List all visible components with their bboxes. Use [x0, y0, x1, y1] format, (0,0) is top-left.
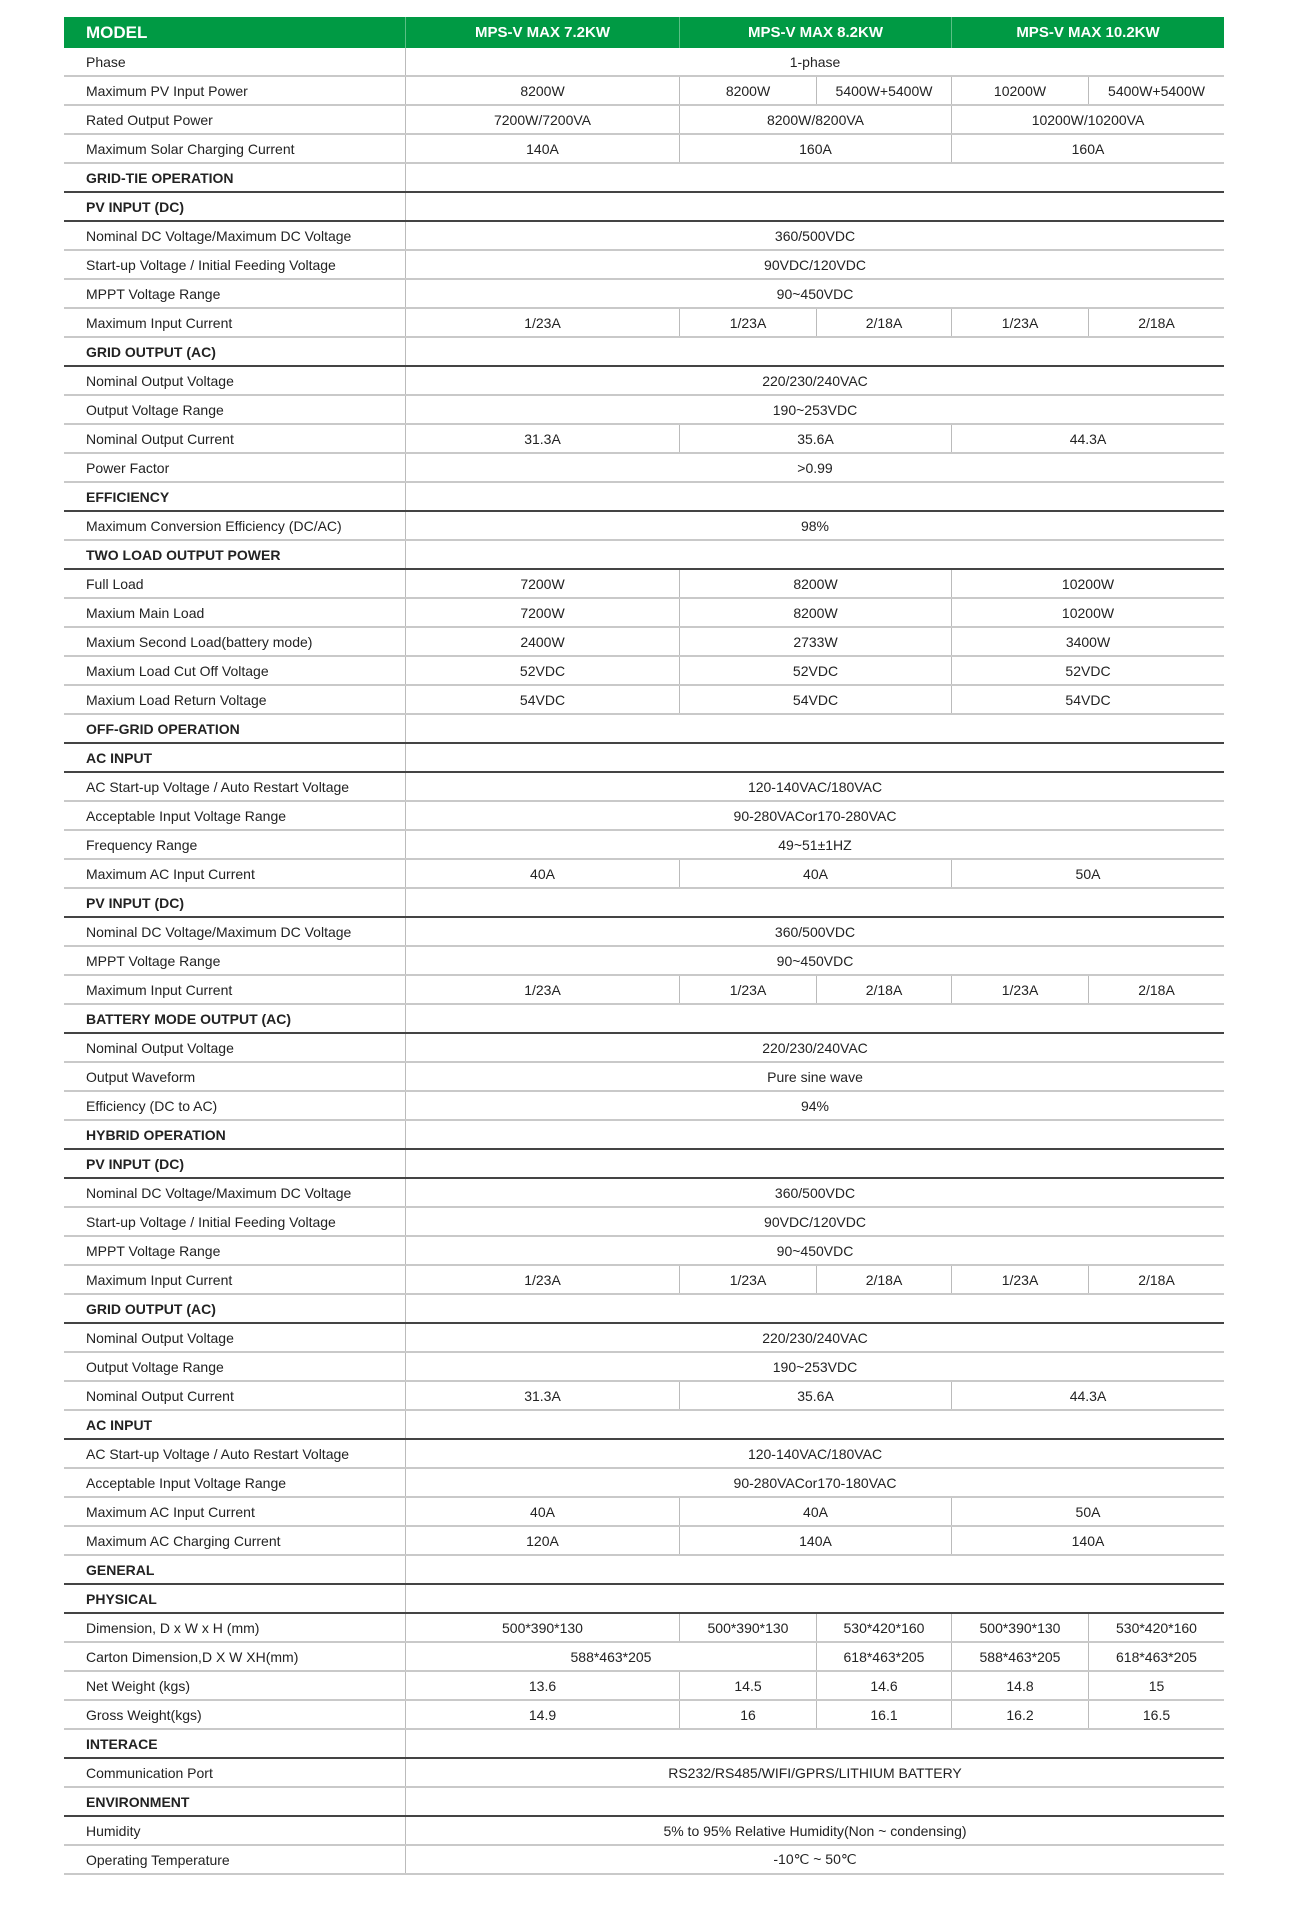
value-cell: 8200W — [405, 77, 679, 104]
value-cell: 50A — [951, 860, 1224, 887]
row-label: Phase — [86, 53, 126, 70]
section-row — [64, 744, 1224, 773]
value-cell: 530*420*160 — [816, 1614, 951, 1641]
section-heading: OFF-GRID OPERATION — [86, 720, 240, 737]
value-cell: 1/23A — [679, 309, 816, 336]
row-label: MPPT Voltage Range — [86, 1242, 221, 1259]
empty-cell — [405, 715, 1224, 742]
empty-cell — [405, 889, 1224, 916]
value-cell: 49~51±1HZ — [405, 831, 1224, 858]
section-heading: PHYSICAL — [86, 1590, 157, 1607]
value-cell: 1/23A — [951, 1266, 1088, 1293]
row-label: Maximum Input Current — [86, 314, 233, 331]
table-row — [64, 1672, 1224, 1701]
section-heading: PV INPUT (DC) — [86, 894, 184, 911]
empty-cell — [405, 483, 1224, 510]
table-row — [64, 425, 1224, 454]
empty-cell — [405, 338, 1224, 365]
value-cell: 90VDC/120VDC — [405, 1208, 1224, 1235]
row-label: AC Start-up Voltage / Auto Restart Voltage — [86, 1445, 350, 1462]
table-row — [64, 251, 1224, 280]
empty-cell — [405, 1411, 1224, 1438]
table-row — [64, 628, 1224, 657]
table-row — [64, 599, 1224, 628]
row-label: Humidity — [86, 1822, 141, 1839]
value-cell: 140A — [405, 135, 679, 162]
value-cell: 360/500VDC — [405, 222, 1224, 249]
row-label: Acceptable Input Voltage Range — [86, 807, 287, 824]
empty-cell — [405, 1150, 1224, 1177]
section-heading: GRID OUTPUT (AC) — [86, 1300, 216, 1317]
table-row — [64, 947, 1224, 976]
value-cell: 40A — [405, 1498, 679, 1525]
row-label: Maximum PV Input Power — [86, 82, 248, 99]
value-cell: 220/230/240VAC — [405, 367, 1224, 394]
value-cell: 90~450VDC — [405, 947, 1224, 974]
table-row — [64, 77, 1224, 106]
row-label: Maximum AC Input Current — [86, 1503, 255, 1520]
value-cell: 90-280VACor170-280VAC — [405, 802, 1224, 829]
table-row — [64, 396, 1224, 425]
table-row — [64, 1353, 1224, 1382]
section-heading: EFFICIENCY — [86, 488, 170, 505]
row-label: MPPT Voltage Range — [86, 952, 221, 969]
value-cell: 14.5 — [679, 1672, 816, 1699]
row-label: Maximum AC Input Current — [86, 865, 255, 882]
empty-cell — [405, 1005, 1224, 1032]
table-row — [64, 512, 1224, 541]
value-cell: 530*420*160 — [1088, 1614, 1224, 1641]
value-cell: 2/18A — [1088, 309, 1224, 336]
value-cell: 10200W — [951, 599, 1224, 626]
value-cell: 160A — [951, 135, 1224, 162]
table-row — [64, 1237, 1224, 1266]
section-heading: AC INPUT — [86, 1416, 153, 1433]
value-cell: 54VDC — [679, 686, 951, 713]
row-label: Maxium Second Load(battery mode) — [86, 633, 313, 650]
table-row — [64, 1643, 1224, 1672]
model-label: MODEL — [86, 22, 148, 42]
table-row — [64, 1092, 1224, 1121]
section-row — [64, 1121, 1224, 1150]
row-label: Efficiency (DC to AC) — [86, 1097, 218, 1114]
table-row — [64, 1382, 1224, 1411]
value-cell: 190~253VDC — [405, 396, 1224, 423]
section-heading: GRID OUTPUT (AC) — [86, 343, 216, 360]
value-cell: 1-phase — [405, 48, 1224, 75]
empty-cell — [405, 1730, 1224, 1757]
section-row — [64, 193, 1224, 222]
value-cell: 2/18A — [1088, 1266, 1224, 1293]
row-label: Maxium Load Return Voltage — [86, 691, 267, 708]
value-cell: 90-280VACor170-180VAC — [405, 1469, 1224, 1496]
table-row — [64, 106, 1224, 135]
value-cell: 10200W/10200VA — [951, 106, 1224, 133]
row-label: Nominal Output Current — [86, 430, 234, 447]
section-row — [64, 541, 1224, 570]
value-cell: 50A — [951, 1498, 1224, 1525]
value-cell: 40A — [679, 1498, 951, 1525]
value-cell: 2/18A — [816, 1266, 951, 1293]
value-cell: 1/23A — [951, 309, 1088, 336]
table-row — [64, 1440, 1224, 1469]
value-cell: 35.6A — [679, 425, 951, 452]
empty-cell — [405, 1121, 1224, 1148]
empty-cell — [405, 193, 1224, 220]
value-cell: 120-140VAC/180VAC — [405, 773, 1224, 800]
value-cell: 52VDC — [405, 657, 679, 684]
value-cell: 618*463*205 — [816, 1643, 951, 1670]
row-label: Acceptable Input Voltage Range — [86, 1474, 287, 1491]
table-row — [64, 367, 1224, 396]
row-label: Nominal DC Voltage/Maximum DC Voltage — [86, 1184, 352, 1201]
value-cell: 160A — [679, 135, 951, 162]
value-cell: 5400W+5400W — [816, 77, 951, 104]
table-row — [64, 1846, 1224, 1875]
row-label: Start-up Voltage / Initial Feeding Voltage — [86, 256, 336, 273]
table-row — [64, 686, 1224, 715]
value-cell: 16.1 — [816, 1701, 951, 1728]
value-cell: 1/23A — [679, 976, 816, 1003]
table-row — [64, 1266, 1224, 1295]
table-row — [64, 1179, 1224, 1208]
table-row — [64, 1034, 1224, 1063]
section-row — [64, 1585, 1224, 1614]
row-label: MPPT Voltage Range — [86, 285, 221, 302]
section-row — [64, 338, 1224, 367]
row-label: Power Factor — [86, 459, 170, 476]
table-row — [64, 1614, 1224, 1643]
value-cell: RS232/RS485/WIFI/GPRS/LITHIUM BATTERY — [405, 1759, 1224, 1786]
section-row — [64, 1788, 1224, 1817]
value-cell: 14.9 — [405, 1701, 679, 1728]
section-row — [64, 1411, 1224, 1440]
table-row — [64, 918, 1224, 947]
value-cell: 31.3A — [405, 425, 679, 452]
value-cell: 8200W — [679, 570, 951, 597]
row-label: Maximum Solar Charging Current — [86, 140, 295, 157]
row-label: Communication Port — [86, 1764, 213, 1781]
table-row — [64, 1701, 1224, 1730]
row-label: Nominal DC Voltage/Maximum DC Voltage — [86, 923, 352, 940]
row-label: Output Voltage Range — [86, 401, 224, 418]
value-cell: 220/230/240VAC — [405, 1324, 1224, 1351]
empty-cell — [405, 1295, 1224, 1322]
value-cell: 90~450VDC — [405, 1237, 1224, 1264]
value-cell: 90VDC/120VDC — [405, 251, 1224, 278]
section-heading: INTERACE — [86, 1735, 158, 1752]
table-row — [64, 831, 1224, 860]
value-cell: 1/23A — [405, 976, 679, 1003]
value-cell: 90~450VDC — [405, 280, 1224, 307]
section-row — [64, 889, 1224, 918]
row-label: Dimension, D x W x H (mm) — [86, 1619, 260, 1636]
value-cell: 2/18A — [816, 309, 951, 336]
row-label: Maximum Input Current — [86, 981, 233, 998]
value-cell: 3400W — [951, 628, 1224, 655]
value-cell: 40A — [679, 860, 951, 887]
value-cell: 2/18A — [1088, 976, 1224, 1003]
table-body — [64, 48, 1224, 1875]
row-label: Nominal Output Current — [86, 1387, 234, 1404]
row-label: Nominal DC Voltage/Maximum DC Voltage — [86, 227, 352, 244]
section-row — [64, 1005, 1224, 1034]
value-cell: 15 — [1088, 1672, 1224, 1699]
section-heading: AC INPUT — [86, 749, 153, 766]
table-header — [64, 17, 1224, 48]
value-cell: 140A — [679, 1527, 951, 1554]
table-row — [64, 1817, 1224, 1846]
value-cell: 618*463*205 — [1088, 1643, 1224, 1670]
table-row — [64, 1527, 1224, 1556]
value-cell: 10200W — [951, 570, 1224, 597]
value-cell: 54VDC — [951, 686, 1224, 713]
row-label: Output Waveform — [86, 1068, 196, 1085]
table-row — [64, 1498, 1224, 1527]
row-label: Maximum Conversion Efficiency (DC/AC) — [86, 517, 342, 534]
value-cell: 2400W — [405, 628, 679, 655]
table-row — [64, 1324, 1224, 1353]
table-row — [64, 860, 1224, 889]
row-label: Nominal Output Voltage — [86, 372, 234, 389]
table-row — [64, 222, 1224, 251]
value-cell: 16 — [679, 1701, 816, 1728]
section-heading: ENVIRONMENT — [86, 1793, 190, 1810]
value-cell: 8200W — [679, 599, 951, 626]
table-row — [64, 802, 1224, 831]
row-label: Full Load — [86, 575, 144, 592]
value-cell: 5400W+5400W — [1088, 77, 1224, 104]
value-cell: 1/23A — [951, 976, 1088, 1003]
value-cell: 35.6A — [679, 1382, 951, 1409]
value-cell: 14.8 — [951, 1672, 1088, 1699]
section-heading: GRID-TIE OPERATION — [86, 169, 234, 186]
table-row — [64, 1469, 1224, 1498]
empty-cell — [405, 164, 1224, 191]
value-cell: -10℃ ~ 50℃ — [405, 1846, 1224, 1873]
value-cell: 190~253VDC — [405, 1353, 1224, 1380]
section-row — [64, 1556, 1224, 1585]
section-heading: HYBRID OPERATION — [86, 1126, 226, 1143]
row-label: AC Start-up Voltage / Auto Restart Voltage — [86, 778, 350, 795]
value-cell: 7200W — [405, 570, 679, 597]
row-label: Maxium Main Load — [86, 604, 205, 621]
empty-cell — [405, 541, 1224, 568]
value-cell: 500*390*130 — [679, 1614, 816, 1641]
value-cell: 1/23A — [405, 309, 679, 336]
value-cell: 31.3A — [405, 1382, 679, 1409]
value-cell: 44.3A — [951, 425, 1224, 452]
spec-table — [64, 17, 1224, 1875]
row-label: Frequency Range — [86, 836, 198, 853]
row-label: Maxium Load Cut Off Voltage — [86, 662, 269, 679]
value-cell: 220/230/240VAC — [405, 1034, 1224, 1061]
table-row — [64, 48, 1224, 77]
table-row — [64, 135, 1224, 164]
row-label: Rated Output Power — [86, 111, 213, 128]
section-row — [64, 1295, 1224, 1324]
value-cell: 16.5 — [1088, 1701, 1224, 1728]
value-cell: 360/500VDC — [405, 1179, 1224, 1206]
section-heading: TWO LOAD OUTPUT POWER — [86, 546, 281, 563]
table-row — [64, 309, 1224, 338]
model-8-2kw: MPS-V MAX 8.2KW — [679, 17, 951, 48]
model-10-2kw: MPS-V MAX 10.2KW — [951, 17, 1224, 48]
value-cell: 7200W — [405, 599, 679, 626]
value-cell: 13.6 — [405, 1672, 679, 1699]
model-7-2kw: MPS-V MAX 7.2KW — [405, 17, 679, 48]
value-cell: 7200W/7200VA — [405, 106, 679, 133]
section-row — [64, 1730, 1224, 1759]
empty-cell — [405, 1556, 1224, 1583]
value-cell: 500*390*130 — [405, 1614, 679, 1641]
row-label: Net Weight (kgs) — [86, 1677, 190, 1694]
value-cell: 8200W — [679, 77, 816, 104]
value-cell: 1/23A — [679, 1266, 816, 1293]
row-label: Maximum Input Current — [86, 1271, 233, 1288]
section-heading: GENERAL — [86, 1561, 155, 1578]
empty-cell — [405, 744, 1224, 771]
value-cell: 1/23A — [405, 1266, 679, 1293]
value-cell: 588*463*205 — [951, 1643, 1088, 1670]
value-cell: 94% — [405, 1092, 1224, 1119]
value-cell: 10200W — [951, 77, 1088, 104]
row-label: Maximum AC Charging Current — [86, 1532, 281, 1549]
table-row — [64, 1063, 1224, 1092]
row-label: Output Voltage Range — [86, 1358, 224, 1375]
value-cell: 2/18A — [816, 976, 951, 1003]
value-cell: 500*390*130 — [951, 1614, 1088, 1641]
empty-cell — [405, 1585, 1224, 1612]
section-heading: BATTERY MODE OUTPUT (AC) — [86, 1010, 292, 1027]
row-label: Carton Dimension,D X W XH(mm) — [86, 1648, 299, 1665]
section-row — [64, 1150, 1224, 1179]
value-cell: >0.99 — [405, 454, 1224, 481]
value-cell: 14.6 — [816, 1672, 951, 1699]
value-cell: 40A — [405, 860, 679, 887]
table-row — [64, 454, 1224, 483]
section-row — [64, 164, 1224, 193]
section-row — [64, 483, 1224, 512]
value-cell: 54VDC — [405, 686, 679, 713]
table-row — [64, 773, 1224, 802]
row-label: Start-up Voltage / Initial Feeding Voltage — [86, 1213, 336, 1230]
section-heading: PV INPUT (DC) — [86, 1155, 184, 1172]
value-cell: 8200W/8200VA — [679, 106, 951, 133]
value-cell: 52VDC — [679, 657, 951, 684]
table-row — [64, 657, 1224, 686]
value-cell: 120A — [405, 1527, 679, 1554]
row-label: Nominal Output Voltage — [86, 1039, 234, 1056]
table-row — [64, 280, 1224, 309]
row-label: Operating Temperature — [86, 1851, 230, 1868]
value-cell: 120-140VAC/180VAC — [405, 1440, 1224, 1467]
section-row — [64, 715, 1224, 744]
value-cell: 360/500VDC — [405, 918, 1224, 945]
table-row — [64, 1208, 1224, 1237]
value-cell: 16.2 — [951, 1701, 1088, 1728]
empty-cell — [405, 1788, 1224, 1815]
value-cell: 588*463*205 — [405, 1643, 816, 1670]
section-heading: PV INPUT (DC) — [86, 198, 184, 215]
value-cell: 140A — [951, 1527, 1224, 1554]
value-cell: 98% — [405, 512, 1224, 539]
table-row — [64, 570, 1224, 599]
table-row — [64, 976, 1224, 1005]
value-cell: 5% to 95% Relative Humidity(Non ~ condensing) — [405, 1817, 1224, 1844]
value-cell: 44.3A — [951, 1382, 1224, 1409]
value-cell: 2733W — [679, 628, 951, 655]
table-row — [64, 1759, 1224, 1788]
value-cell: Pure sine wave — [405, 1063, 1224, 1090]
value-cell: 52VDC — [951, 657, 1224, 684]
row-label: Nominal Output Voltage — [86, 1329, 234, 1346]
row-label: Gross Weight(kgs) — [86, 1706, 202, 1723]
